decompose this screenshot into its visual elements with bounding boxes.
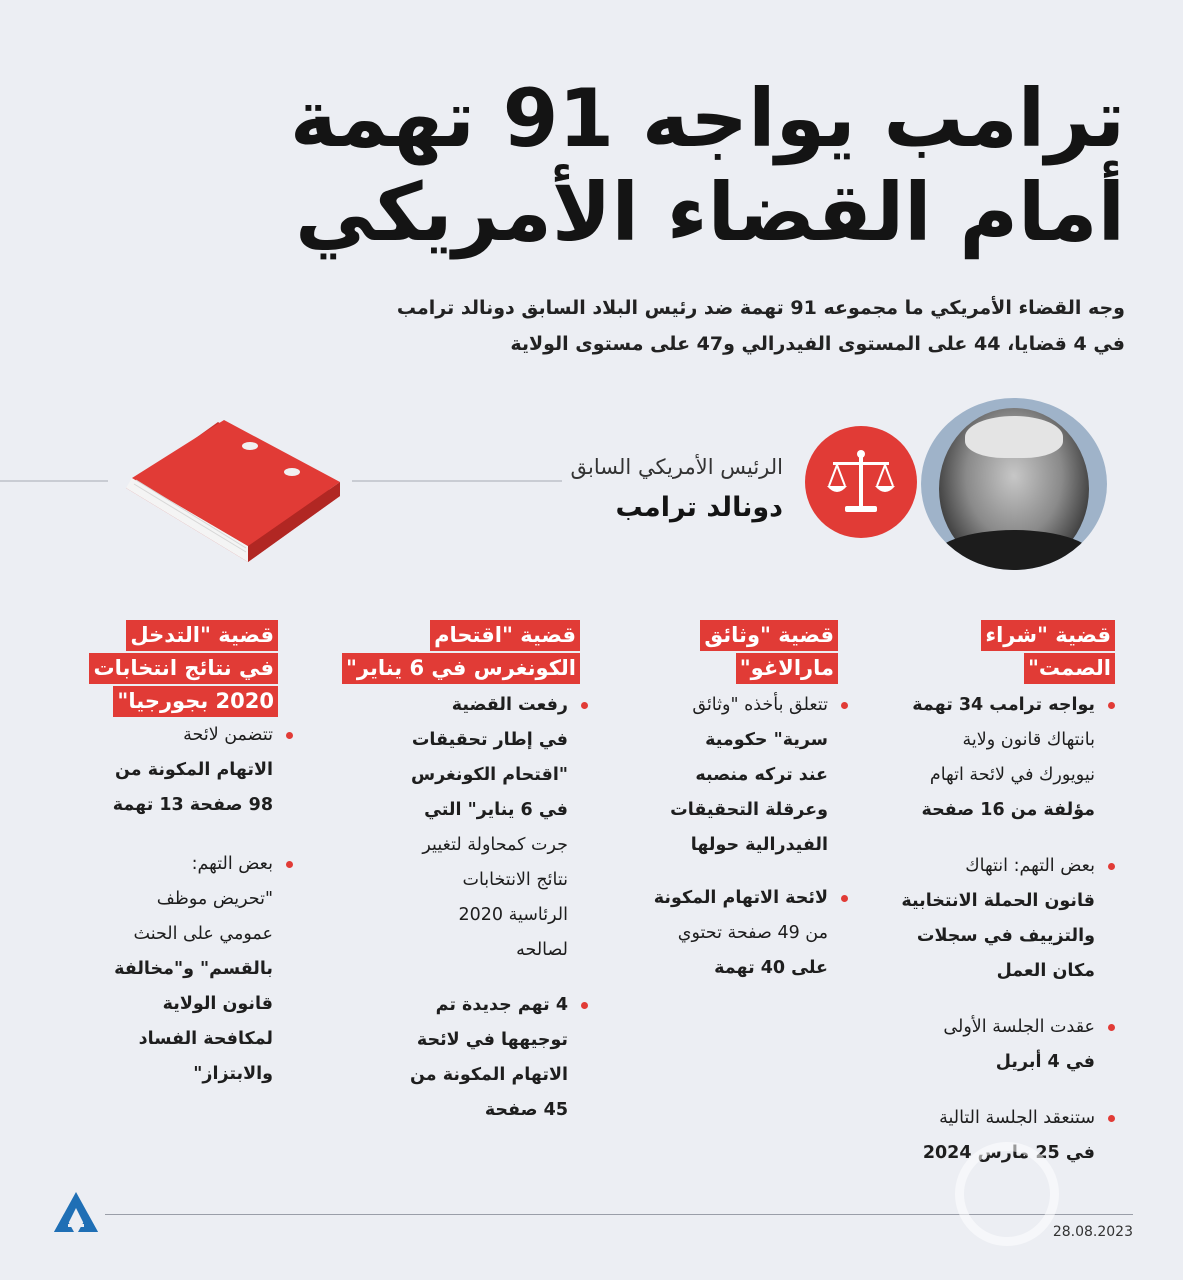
bullet-line: من 49 صفحة تحتوي xyxy=(677,923,828,943)
bullet-line: مؤلفة من 16 صفحة xyxy=(921,800,1095,820)
bullet-dot xyxy=(1108,1115,1115,1122)
case-4-title xyxy=(48,620,278,719)
bullet-dot xyxy=(1108,702,1115,709)
page-title xyxy=(225,72,1125,260)
bullet-line: 45 صفحة xyxy=(484,1100,568,1120)
aa-logo xyxy=(52,1190,100,1238)
case-3-bullets xyxy=(363,688,598,1128)
bullet-line: 98 صفحة 13 تهمة xyxy=(112,795,273,815)
bullet-line: لصالحه xyxy=(516,940,568,960)
case-4-bullet-1 xyxy=(103,718,303,823)
case-1-bullet-3 xyxy=(893,1010,1125,1080)
bullet-dot xyxy=(581,1002,588,1009)
title-line-1: ترامب يواجه 91 تهمة xyxy=(289,72,1125,165)
bullet-line: ستنعقد الجلسة التالية xyxy=(939,1108,1095,1128)
bullet-line: رفعت القضية xyxy=(451,695,568,715)
case-1-title xyxy=(915,620,1115,686)
divider-middle xyxy=(352,480,562,482)
person-role: الرئيس الأمريكي السابق xyxy=(570,455,783,479)
bullet-line: الرئاسية 2020 xyxy=(458,905,568,925)
case-2-title-line-2: مارالاغو" xyxy=(736,653,838,684)
intro-line-2: في 4 قضايا، 44 على المستوى الفيدرالي و47 على مستوى الولاية xyxy=(510,333,1125,355)
bullet-line: "تحريض موظف xyxy=(156,889,273,909)
bullet-line: الاتهام المكونة من xyxy=(115,760,273,780)
intro-line-1: وجه القضاء الأمريكي ما مجموعه 91 تهمة ضد رئيس البلاد السابق دونالد ترامب xyxy=(396,297,1125,319)
bullet-line: عقدت الجلسة الأولى xyxy=(943,1017,1095,1037)
bullet-line: بعض التهم: انتهاك xyxy=(965,856,1095,876)
bullet-dot xyxy=(841,895,848,902)
bullet-line: سرية" حكومية xyxy=(705,730,828,750)
case-1-bullet-1 xyxy=(893,688,1125,828)
bullet-line: "اقتحام الكونغرس xyxy=(410,765,568,785)
scale-svg xyxy=(825,448,897,516)
case-4-title-line-1: قضية "التدخل xyxy=(126,620,278,651)
intro-text xyxy=(125,290,1125,362)
bullet-line: قانون الحملة الانتخابية xyxy=(901,891,1095,911)
bullet-line: عمومي على الحنث xyxy=(133,924,273,944)
bullet-dot xyxy=(1108,863,1115,870)
case-2-title xyxy=(638,620,838,686)
case-3-title-line-2: الكونغرس في 6 يناير" xyxy=(342,653,580,684)
bullet-line: قانون الولاية xyxy=(162,994,273,1014)
person-name: دونالد ترامب xyxy=(615,492,783,523)
bullet-line: والتزييف في سجلات xyxy=(916,926,1095,946)
case-1-title-line-1: قضية "شراء xyxy=(981,620,1115,651)
bullet-line: توجيهها في لائحة xyxy=(416,1030,568,1050)
bullet-dot xyxy=(581,702,588,709)
bullet-line: في 4 أبريل xyxy=(995,1052,1095,1072)
case-1-title-line-2: الصمت" xyxy=(1024,653,1115,684)
bullet-line: جرت كمحاولة لتغيير xyxy=(422,835,568,855)
case-1-bullet-2 xyxy=(893,849,1125,989)
bullet-line: يواجه ترامب 34 تهمة xyxy=(912,695,1095,715)
case-2-bullet-2 xyxy=(633,881,858,986)
case-4-bullets xyxy=(103,718,303,1092)
red-binder-icon xyxy=(122,418,344,572)
case-4-title-line-2: في نتائج انتخابات xyxy=(89,653,278,684)
bullet-line: لمكافحة الفساد xyxy=(138,1029,273,1049)
case-2-bullets xyxy=(633,688,858,986)
case-3-title-line-1: قضية "اقتحام xyxy=(430,620,580,651)
bullet-line: بانتهاك قانون ولاية xyxy=(962,730,1095,750)
case-2-bullet-1 xyxy=(633,688,858,863)
bullet-line: في إطار تحقيقات xyxy=(411,730,568,750)
bullet-line: في 6 يناير" التي xyxy=(424,800,568,820)
bullet-line: الاتهام المكونة من xyxy=(410,1065,568,1085)
bullet-line: تتضمن لائحة xyxy=(183,725,273,745)
bullet-line: والابتزاز" xyxy=(193,1064,273,1084)
bullet-dot xyxy=(1108,1024,1115,1031)
bullet-dot xyxy=(286,732,293,739)
bullet-dot xyxy=(841,702,848,709)
aa-logo-svg xyxy=(52,1190,100,1234)
portrait xyxy=(921,398,1107,570)
bullet-line: مكان العمل xyxy=(996,961,1095,981)
title-line-2: أمام القضاء الأمريكي xyxy=(295,166,1125,259)
bullet-line: في 25 مارس 2024 xyxy=(922,1143,1095,1163)
watermark-ring xyxy=(955,1142,1059,1246)
scale-of-justice-icon xyxy=(805,426,917,538)
case-2-title-line-1: قضية "وثائق xyxy=(700,620,838,651)
case-4-bullet-2 xyxy=(103,847,303,1092)
bullet-line: 4 تهم جديدة تم xyxy=(435,995,568,1015)
bullet-line: عند تركه منصبه xyxy=(695,765,828,785)
case-3-bullet-2 xyxy=(363,988,598,1128)
bullet-line: وعرقلة التحقيقات xyxy=(670,800,828,820)
case-4-title-line-3: 2020 بجورجيا" xyxy=(113,686,278,717)
bullet-line: تتعلق بأخذه "وثائق xyxy=(692,695,828,715)
case-3-title xyxy=(320,620,580,686)
portrait-hair xyxy=(965,416,1063,458)
binder-svg xyxy=(122,418,344,568)
bullet-line: الفيدرالية حولها xyxy=(690,835,828,855)
bullet-line: بالقسم" و"مخالفة xyxy=(114,959,273,979)
bullet-line: نيويورك في لائحة اتهام xyxy=(929,765,1095,785)
bullet-dot xyxy=(286,861,293,868)
bullet-line: نتائج الانتخابات xyxy=(462,870,568,890)
publication-date: 28.08.2023 xyxy=(1052,1224,1133,1240)
case-1-bullets xyxy=(893,688,1125,1171)
bullet-line: لائحة الاتهام المكونة xyxy=(653,888,828,908)
case-3-bullet-1 xyxy=(363,688,598,968)
divider-left xyxy=(0,480,108,482)
bullet-line: على 40 تهمة xyxy=(714,958,828,978)
bullet-line: بعض التهم: xyxy=(191,854,273,874)
